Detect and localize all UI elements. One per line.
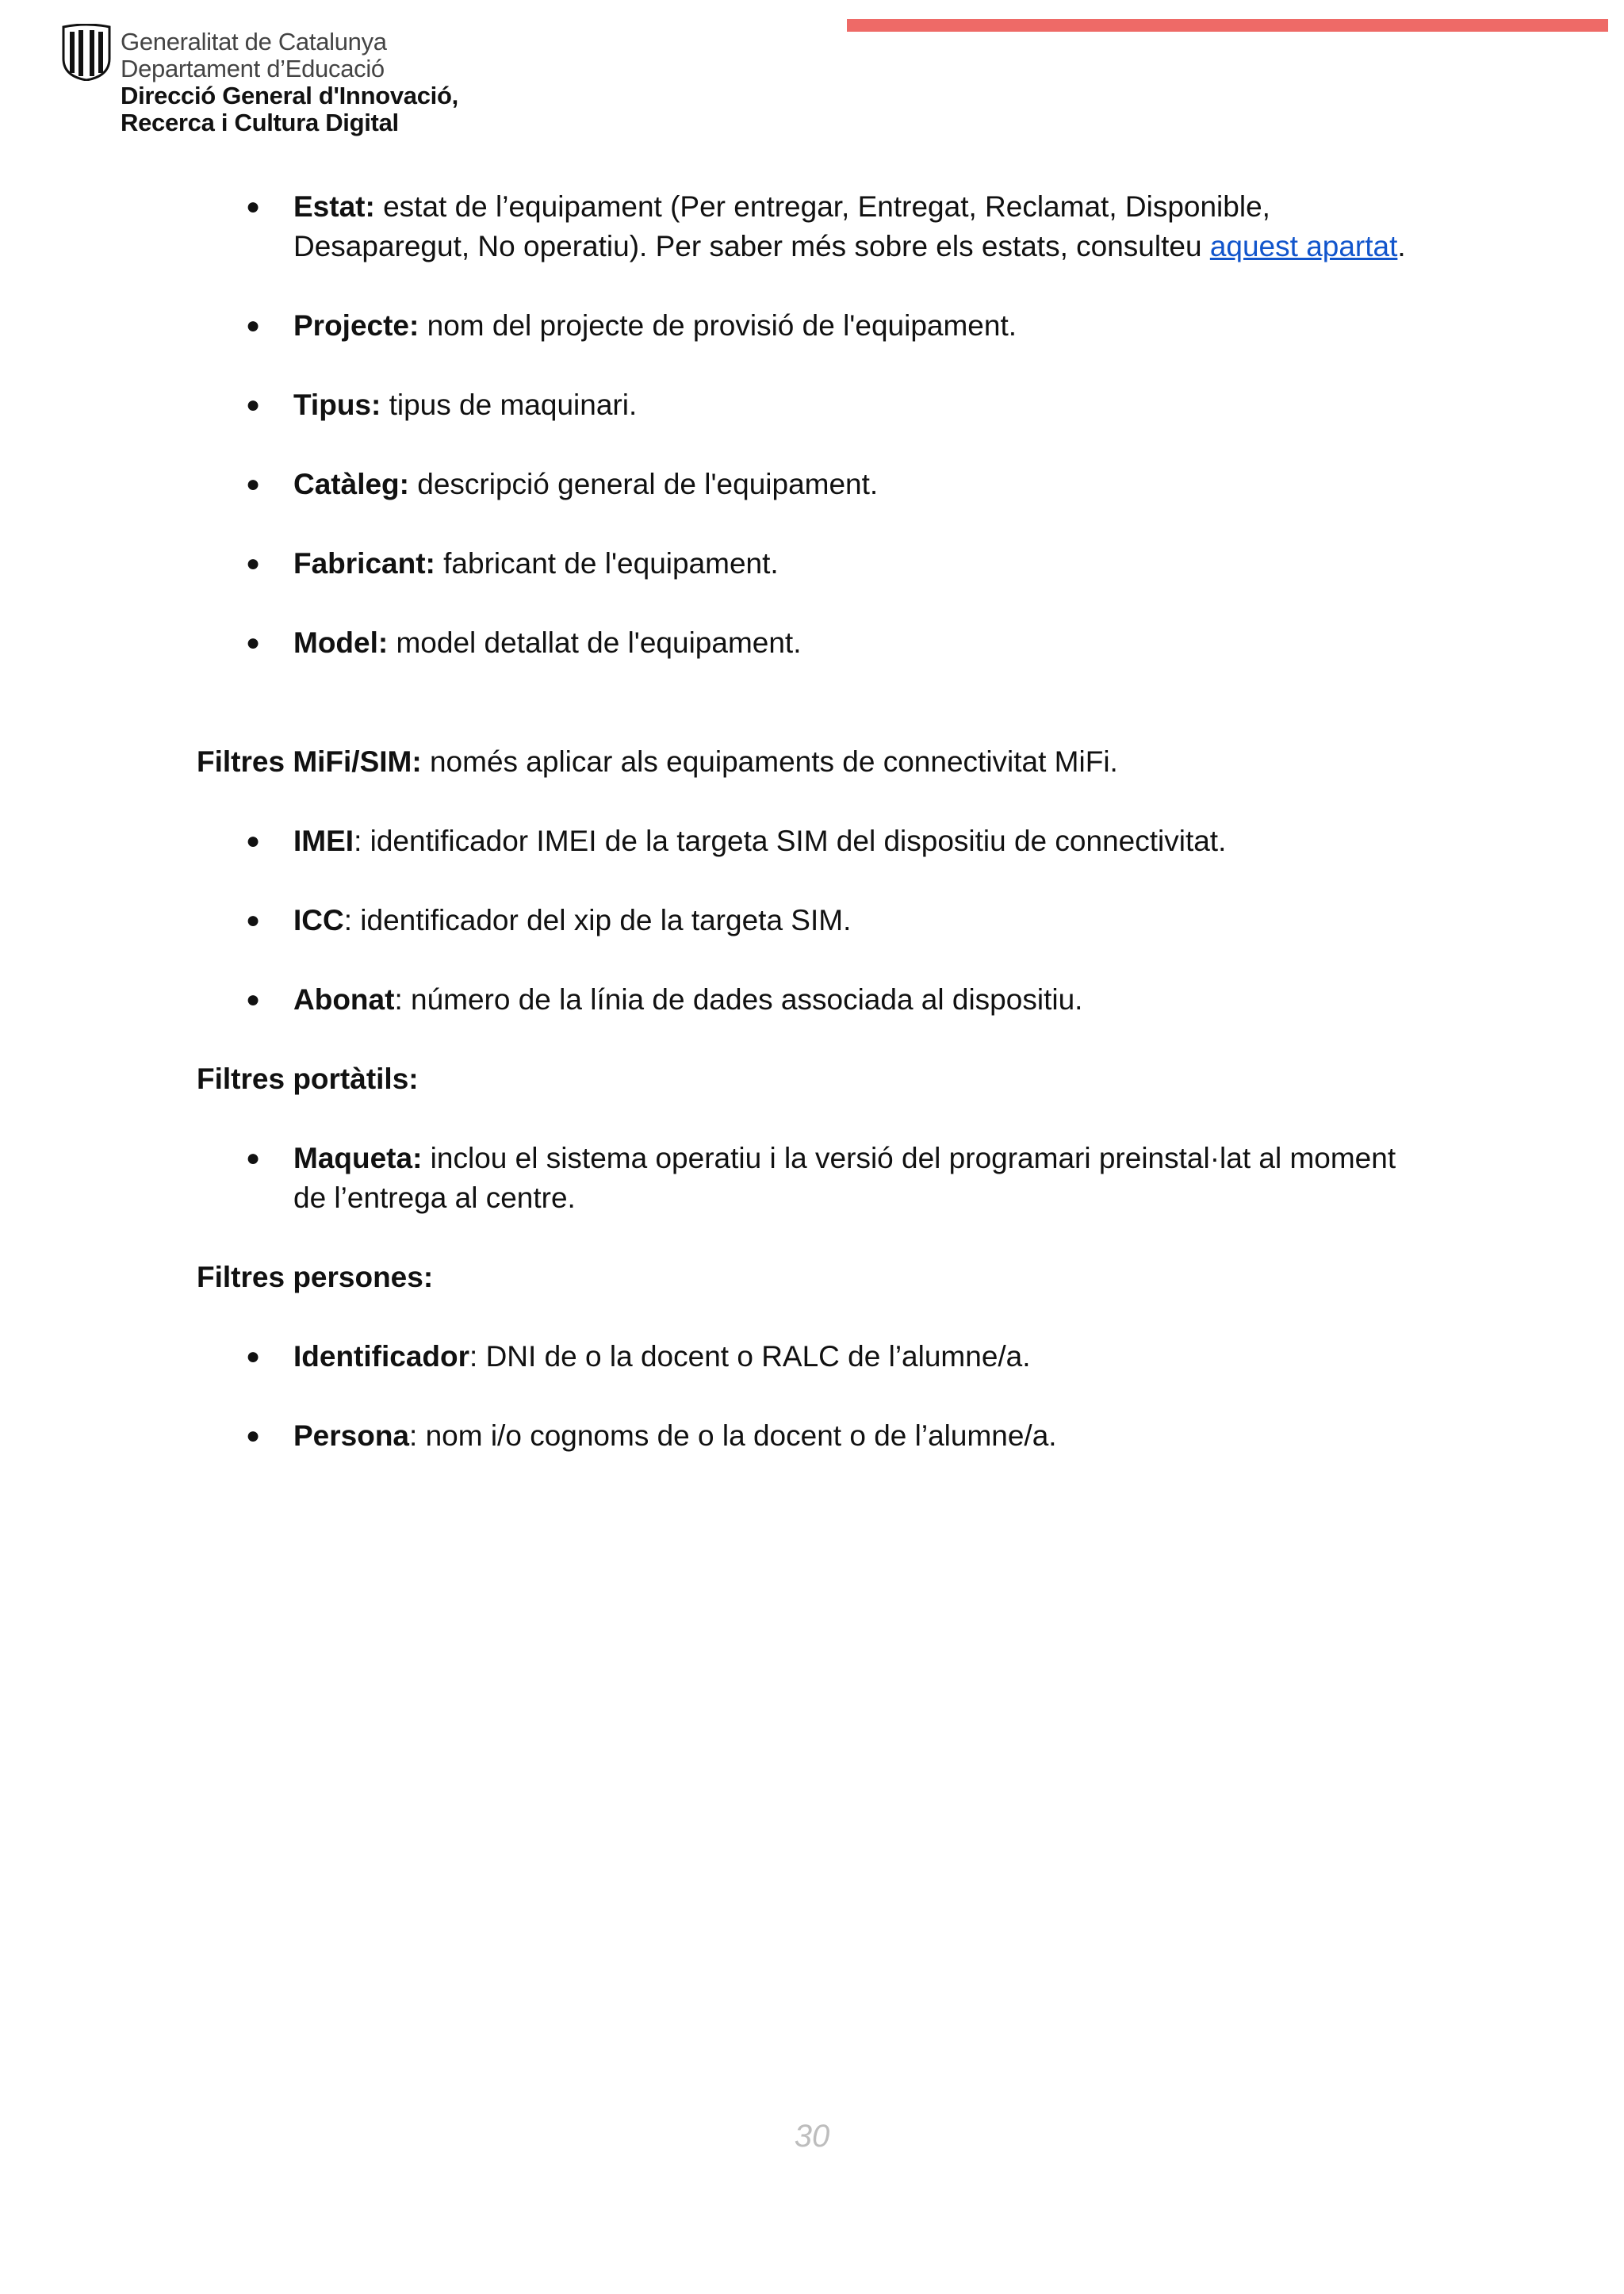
- term-label: Estat:: [293, 190, 375, 223]
- term-description: estat de l’equipament (Per entregar, Entregat, Reclamat, Disponible, Desaparegut, No operatiu). Per saber més sobre els estats, consulteu: [293, 190, 1270, 262]
- list-item-identificador: [197, 1337, 1434, 1377]
- term-label: Maqueta:: [293, 1142, 423, 1174]
- bullet-icon: ●: [246, 630, 261, 656]
- term-label: Model:: [293, 626, 389, 659]
- term-label: Catàleg:: [293, 468, 409, 500]
- term-description: : número de la línia de dades associada al dispositiu.: [394, 983, 1083, 1016]
- bullet-icon: ●: [246, 828, 261, 854]
- term-label: Fabricant:: [293, 547, 435, 580]
- section-description: només aplicar als equipaments de connectivitat MiFi.: [421, 745, 1118, 778]
- section-heading: Filtres MiFi/SIM:: [197, 745, 422, 778]
- term-description-end: .: [1397, 230, 1406, 262]
- list-item-cataleg: [197, 465, 1434, 504]
- term-label: IMEI: [293, 825, 354, 857]
- list-item-icc: [197, 901, 1434, 940]
- laptops-section-title: [197, 1059, 1434, 1099]
- bullet-icon: ●: [246, 986, 261, 1013]
- mifi-section-title: [197, 742, 1434, 782]
- bullet-icon: ●: [246, 907, 261, 933]
- section-heading: Filtres portàtils:: [197, 1063, 419, 1095]
- org-line-generalitat: Generalitat de Catalunya: [121, 28, 387, 56]
- people-filters-list: [197, 1337, 1434, 1456]
- people-section-title: [197, 1258, 1434, 1297]
- section-heading: Filtres persones:: [197, 1261, 434, 1293]
- org-line-departament: Departament d’Educació: [121, 55, 385, 82]
- org-line-recerca: Recerca i Cultura Digital: [121, 109, 399, 136]
- term-description: nom del projecte de provisió de l'equipament.: [419, 309, 1017, 342]
- bullet-icon: ●: [246, 1145, 261, 1171]
- general-filters-list: [197, 187, 1434, 663]
- bullet-icon: ●: [246, 392, 261, 418]
- term-label: ICC: [293, 904, 344, 936]
- term-label: Identificador: [293, 1340, 470, 1373]
- term-description: : identificador IMEI de la targeta SIM del dispositiu de connectivitat.: [354, 825, 1227, 857]
- page-number: 30: [794, 2119, 830, 2154]
- document-body: [197, 187, 1434, 1496]
- list-item-abonat: [197, 980, 1434, 1020]
- term-description: fabricant de l'equipament.: [435, 547, 779, 580]
- list-item-persona: [197, 1416, 1434, 1456]
- list-item-imei: [197, 821, 1434, 861]
- term-label: Persona: [293, 1419, 410, 1452]
- term-label: Projecte:: [293, 309, 419, 342]
- term-description: : identificador del xip de la targeta SIM.: [343, 904, 852, 936]
- term-description: model detallat de l'equipament.: [388, 626, 802, 659]
- laptops-filters-list: [197, 1139, 1434, 1218]
- term-description: inclou el sistema operatiu i la versió del programari preinstal·lat al moment de l’entrega al centre.: [293, 1142, 1396, 1214]
- bullet-icon: ●: [246, 193, 261, 220]
- list-item-estat: [197, 187, 1434, 266]
- list-item-fabricant: [197, 544, 1434, 584]
- bullet-icon: ●: [246, 471, 261, 497]
- term-description: tipus de maquinari.: [381, 389, 638, 421]
- term-description: : nom i/o cognoms de o la docent o de l’alumne/a.: [409, 1419, 1057, 1452]
- organization-name: [121, 29, 458, 136]
- term-label: Tipus:: [293, 389, 381, 421]
- header-accent-bar: [847, 19, 1608, 32]
- bullet-icon: ●: [246, 312, 261, 339]
- term-description: : DNI de o la docent o RALC de l’alumne/a.: [469, 1340, 1031, 1373]
- term-label: Abonat: [293, 983, 395, 1016]
- bullet-icon: ●: [246, 1343, 261, 1369]
- bullet-icon: ●: [246, 550, 261, 576]
- estats-section-link[interactable]: aquest apartat: [1209, 230, 1398, 262]
- org-line-direccio: Direcció General d'Innovació,: [121, 82, 458, 109]
- list-item-tipus: [197, 385, 1434, 425]
- mifi-filters-list: [197, 821, 1434, 1020]
- list-item-maqueta: [197, 1139, 1434, 1218]
- generalitat-logo-icon: [62, 24, 111, 81]
- page-header: [62, 24, 617, 143]
- term-description: descripció general de l'equipament.: [408, 468, 879, 500]
- list-item-model: [197, 623, 1434, 663]
- list-item-projecte: [197, 306, 1434, 346]
- bullet-icon: ●: [246, 1423, 261, 1449]
